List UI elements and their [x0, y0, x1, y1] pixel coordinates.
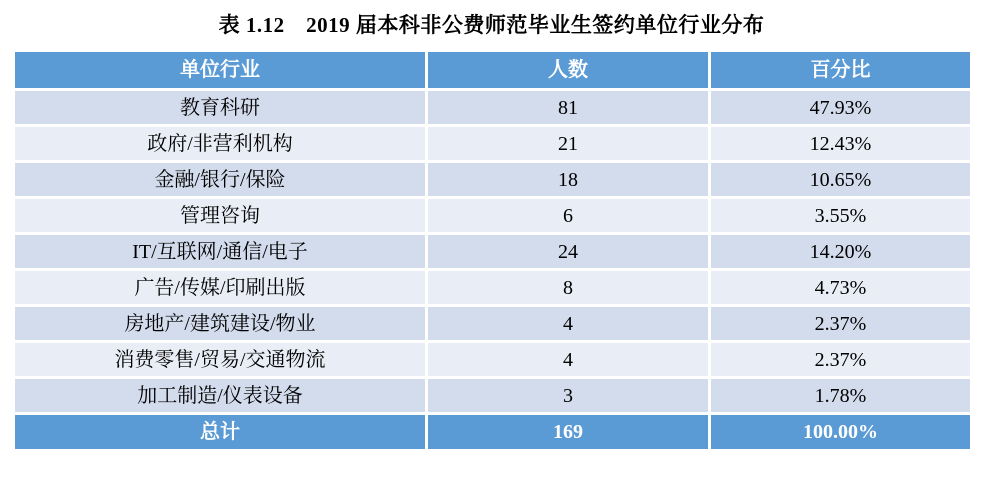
count-cell: 4 [427, 306, 710, 342]
total-label-cell: 总计 [14, 414, 427, 451]
column-header-count: 人数 [427, 51, 710, 90]
percent-cell: 47.93% [710, 90, 972, 126]
industry-cell: 教育科研 [14, 90, 427, 126]
industry-cell: 房地产/建筑建设/物业 [14, 306, 427, 342]
industry-cell: 金融/银行/保险 [14, 162, 427, 198]
industry-cell: 广告/传媒/印刷出版 [14, 270, 427, 306]
percent-cell: 10.65% [710, 162, 972, 198]
column-header-industry: 单位行业 [14, 51, 427, 90]
percent-cell: 3.55% [710, 198, 972, 234]
count-cell: 21 [427, 126, 710, 162]
industry-distribution-table [12, 49, 973, 452]
total-count-cell: 169 [427, 414, 710, 451]
table-row [14, 126, 972, 162]
percent-cell: 1.78% [710, 378, 972, 414]
count-cell: 18 [427, 162, 710, 198]
header-row [14, 51, 972, 90]
industry-cell: 管理咨询 [14, 198, 427, 234]
percent-cell: 12.43% [710, 126, 972, 162]
column-header-percent: 百分比 [710, 51, 972, 90]
table-title: 表 1.12 2019 届本科非公费师范毕业生签约单位行业分布 [218, 13, 765, 37]
percent-cell: 2.37% [710, 306, 972, 342]
count-cell: 6 [427, 198, 710, 234]
count-cell: 24 [427, 234, 710, 270]
table-row [14, 90, 972, 126]
total-row [14, 414, 972, 451]
industry-cell: IT/互联网/通信/电子 [14, 234, 427, 270]
table-row [14, 162, 972, 198]
percent-cell: 2.37% [710, 342, 972, 378]
table-row [14, 342, 972, 378]
total-percent-cell: 100.00% [710, 414, 972, 451]
count-cell: 4 [427, 342, 710, 378]
table-row [14, 270, 972, 306]
table-row [14, 378, 972, 414]
count-cell: 8 [427, 270, 710, 306]
percent-cell: 4.73% [710, 270, 972, 306]
industry-cell: 加工制造/仪表设备 [14, 378, 427, 414]
table-row [14, 306, 972, 342]
count-cell: 3 [427, 378, 710, 414]
table-row [14, 198, 972, 234]
industry-cell: 消费零售/贸易/交通物流 [14, 342, 427, 378]
count-cell: 81 [427, 90, 710, 126]
percent-cell: 14.20% [710, 234, 972, 270]
industry-cell: 政府/非营利机构 [14, 126, 427, 162]
table-row [14, 234, 972, 270]
